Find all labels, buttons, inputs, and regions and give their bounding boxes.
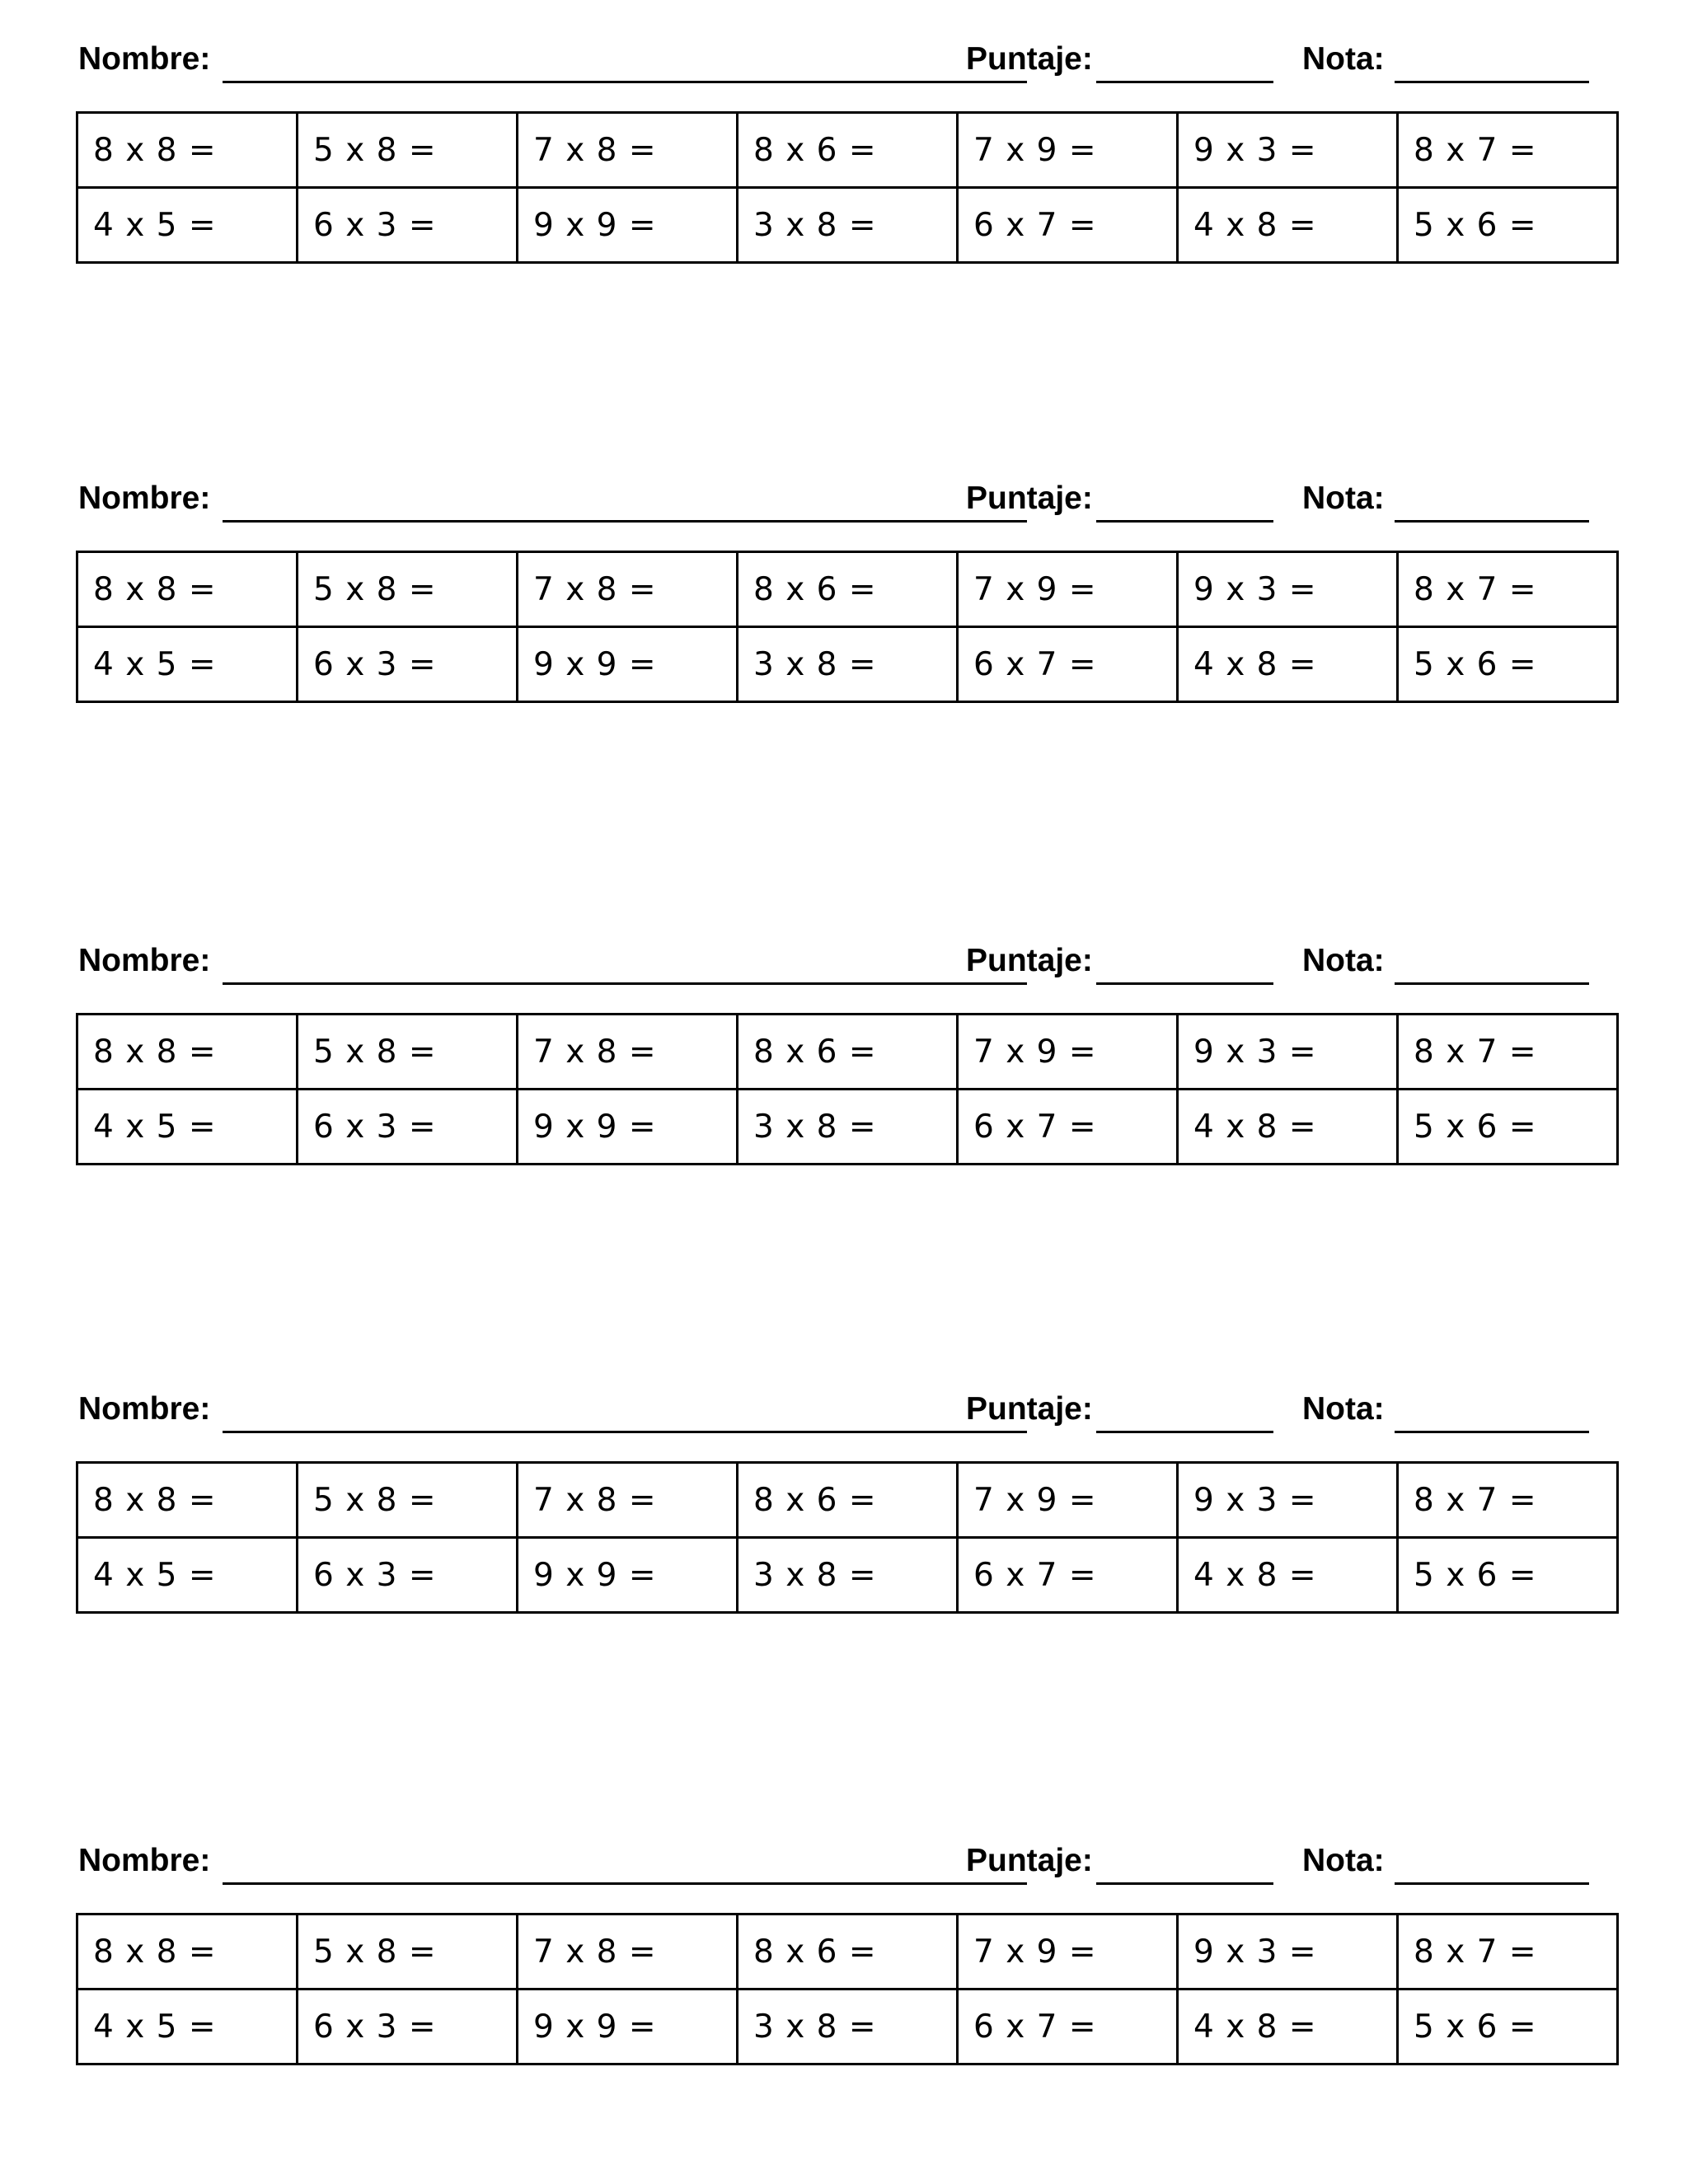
problem-cell[interactable]: 7 x 9 = <box>958 1915 1178 1990</box>
nombre-label: Nombre: <box>78 943 211 978</box>
problem-cell[interactable]: 5 x 6 = <box>1398 1090 1618 1165</box>
table-row <box>77 1463 1618 1538</box>
problem-cell[interactable]: 8 x 8 = <box>77 552 298 627</box>
nota-field[interactable] <box>1395 1882 1589 1885</box>
problem-cell[interactable]: 7 x 8 = <box>518 1915 738 1990</box>
problems-table <box>76 551 1619 703</box>
problem-cell[interactable]: 8 x 7 = <box>1398 1915 1618 1990</box>
problem-cell[interactable]: 6 x 3 = <box>298 1090 518 1165</box>
problem-cell[interactable]: 4 x 5 = <box>77 1538 298 1613</box>
table-row <box>77 1538 1618 1613</box>
problem-cell[interactable]: 6 x 7 = <box>958 1990 1178 2064</box>
problem-cell[interactable]: 9 x 9 = <box>518 1538 738 1613</box>
problem-cell[interactable]: 9 x 3 = <box>1178 1915 1398 1990</box>
problem-cell[interactable]: 9 x 9 = <box>518 627 738 702</box>
problem-cell[interactable]: 3 x 8 = <box>738 1538 958 1613</box>
problem-cell[interactable]: 5 x 8 = <box>298 113 518 188</box>
problem-cell[interactable]: 7 x 8 = <box>518 1463 738 1538</box>
problem-cell[interactable]: 5 x 6 = <box>1398 627 1618 702</box>
nombre-field[interactable] <box>223 1431 1027 1433</box>
problem-cell[interactable]: 5 x 6 = <box>1398 188 1618 263</box>
puntaje-label: Puntaje: <box>966 943 1093 978</box>
problem-cell[interactable]: 8 x 6 = <box>738 552 958 627</box>
nota-label: Nota: <box>1302 480 1385 516</box>
nota-field[interactable] <box>1395 1431 1589 1433</box>
student-header <box>76 1836 1619 1894</box>
nombre-label: Nombre: <box>78 480 211 516</box>
problem-cell[interactable]: 4 x 8 = <box>1178 188 1398 263</box>
problem-cell[interactable]: 4 x 5 = <box>77 1990 298 2064</box>
nota-field[interactable] <box>1395 982 1589 985</box>
nota-field[interactable] <box>1395 81 1589 83</box>
problem-cell[interactable]: 7 x 8 = <box>518 1015 738 1090</box>
nota-field[interactable] <box>1395 520 1589 523</box>
problem-cell[interactable]: 9 x 3 = <box>1178 552 1398 627</box>
problem-cell[interactable]: 7 x 9 = <box>958 1015 1178 1090</box>
table-row <box>77 1990 1618 2064</box>
problem-cell[interactable]: 6 x 3 = <box>298 1538 518 1613</box>
problem-cell[interactable]: 9 x 9 = <box>518 1090 738 1165</box>
table-row <box>77 1015 1618 1090</box>
table-row <box>77 1915 1618 1990</box>
problem-cell[interactable]: 5 x 6 = <box>1398 1990 1618 2064</box>
quiz-block-4 <box>76 1385 1619 1594</box>
problem-cell[interactable]: 5 x 6 = <box>1398 1538 1618 1613</box>
problem-cell[interactable]: 8 x 8 = <box>77 1015 298 1090</box>
problem-cell[interactable]: 8 x 6 = <box>738 1015 958 1090</box>
nota-label: Nota: <box>1302 1843 1385 1878</box>
problem-cell[interactable]: 5 x 8 = <box>298 552 518 627</box>
student-header <box>76 1385 1619 1442</box>
problem-cell[interactable]: 7 x 9 = <box>958 552 1178 627</box>
problem-cell[interactable]: 8 x 7 = <box>1398 1015 1618 1090</box>
table-row <box>77 1090 1618 1165</box>
problem-cell[interactable]: 8 x 6 = <box>738 1463 958 1538</box>
problem-cell[interactable]: 5 x 8 = <box>298 1015 518 1090</box>
student-header <box>76 35 1619 92</box>
problem-cell[interactable]: 4 x 8 = <box>1178 627 1398 702</box>
problem-cell[interactable]: 8 x 8 = <box>77 113 298 188</box>
nombre-label: Nombre: <box>78 1391 211 1427</box>
student-header <box>76 474 1619 532</box>
quiz-block-5 <box>76 1836 1619 2046</box>
nombre-field[interactable] <box>223 1882 1027 1885</box>
puntaje-label: Puntaje: <box>966 1843 1093 1878</box>
problem-cell[interactable]: 7 x 9 = <box>958 1463 1178 1538</box>
problem-cell[interactable]: 5 x 8 = <box>298 1915 518 1990</box>
problems-table <box>76 111 1619 264</box>
nombre-field[interactable] <box>223 81 1027 83</box>
quiz-block-1 <box>76 35 1619 244</box>
problem-cell[interactable]: 9 x 3 = <box>1178 113 1398 188</box>
problem-cell[interactable]: 9 x 9 = <box>518 188 738 263</box>
problem-cell[interactable]: 6 x 7 = <box>958 627 1178 702</box>
problem-cell[interactable]: 7 x 8 = <box>518 552 738 627</box>
puntaje-field[interactable] <box>1096 1431 1273 1433</box>
problem-cell[interactable]: 8 x 8 = <box>77 1915 298 1990</box>
puntaje-field[interactable] <box>1096 81 1273 83</box>
problem-cell[interactable]: 6 x 7 = <box>958 188 1178 263</box>
problem-cell[interactable]: 7 x 8 = <box>518 113 738 188</box>
table-row <box>77 627 1618 702</box>
problem-cell[interactable]: 3 x 8 = <box>738 188 958 263</box>
nombre-label: Nombre: <box>78 1843 211 1878</box>
problem-cell[interactable]: 6 x 3 = <box>298 627 518 702</box>
problem-cell[interactable]: 8 x 7 = <box>1398 1463 1618 1538</box>
problem-cell[interactable]: 5 x 8 = <box>298 1463 518 1538</box>
table-row <box>77 113 1618 188</box>
problem-cell[interactable]: 7 x 9 = <box>958 113 1178 188</box>
problem-cell[interactable]: 8 x 6 = <box>738 113 958 188</box>
puntaje-field[interactable] <box>1096 1882 1273 1885</box>
table-row <box>77 188 1618 263</box>
problem-cell[interactable]: 9 x 3 = <box>1178 1463 1398 1538</box>
problem-cell[interactable]: 9 x 9 = <box>518 1990 738 2064</box>
problems-table <box>76 1013 1619 1165</box>
puntaje-label: Puntaje: <box>966 41 1093 77</box>
puntaje-field[interactable] <box>1096 520 1273 523</box>
problem-cell[interactable]: 8 x 6 = <box>738 1915 958 1990</box>
problem-cell[interactable]: 3 x 8 = <box>738 1090 958 1165</box>
problem-cell[interactable]: 4 x 8 = <box>1178 1990 1398 2064</box>
nota-label: Nota: <box>1302 41 1385 77</box>
problem-cell[interactable]: 8 x 8 = <box>77 1463 298 1538</box>
problem-cell[interactable]: 6 x 3 = <box>298 188 518 263</box>
problem-cell[interactable]: 4 x 5 = <box>77 1090 298 1165</box>
student-header <box>76 936 1619 994</box>
puntaje-label: Puntaje: <box>966 480 1093 516</box>
nombre-label: Nombre: <box>78 41 211 77</box>
problem-cell[interactable]: 4 x 8 = <box>1178 1538 1398 1613</box>
problem-cell[interactable]: 4 x 8 = <box>1178 1090 1398 1165</box>
problem-cell[interactable]: 4 x 5 = <box>77 627 298 702</box>
puntaje-label: Puntaje: <box>966 1391 1093 1427</box>
nombre-field[interactable] <box>223 520 1027 523</box>
problem-cell[interactable]: 9 x 3 = <box>1178 1015 1398 1090</box>
nombre-field[interactable] <box>223 982 1027 985</box>
table-row <box>77 552 1618 627</box>
problem-cell[interactable]: 3 x 8 = <box>738 1990 958 2064</box>
puntaje-field[interactable] <box>1096 982 1273 985</box>
quiz-block-3 <box>76 936 1619 1146</box>
nota-label: Nota: <box>1302 1391 1385 1427</box>
problems-table <box>76 1913 1619 2065</box>
problem-cell[interactable]: 6 x 3 = <box>298 1990 518 2064</box>
problem-cell[interactable]: 8 x 7 = <box>1398 552 1618 627</box>
problem-cell[interactable]: 4 x 5 = <box>77 188 298 263</box>
quiz-block-2 <box>76 474 1619 683</box>
problem-cell[interactable]: 8 x 7 = <box>1398 113 1618 188</box>
problem-cell[interactable]: 6 x 7 = <box>958 1538 1178 1613</box>
nota-label: Nota: <box>1302 943 1385 978</box>
problem-cell[interactable]: 6 x 7 = <box>958 1090 1178 1165</box>
problem-cell[interactable]: 3 x 8 = <box>738 627 958 702</box>
problems-table <box>76 1461 1619 1614</box>
